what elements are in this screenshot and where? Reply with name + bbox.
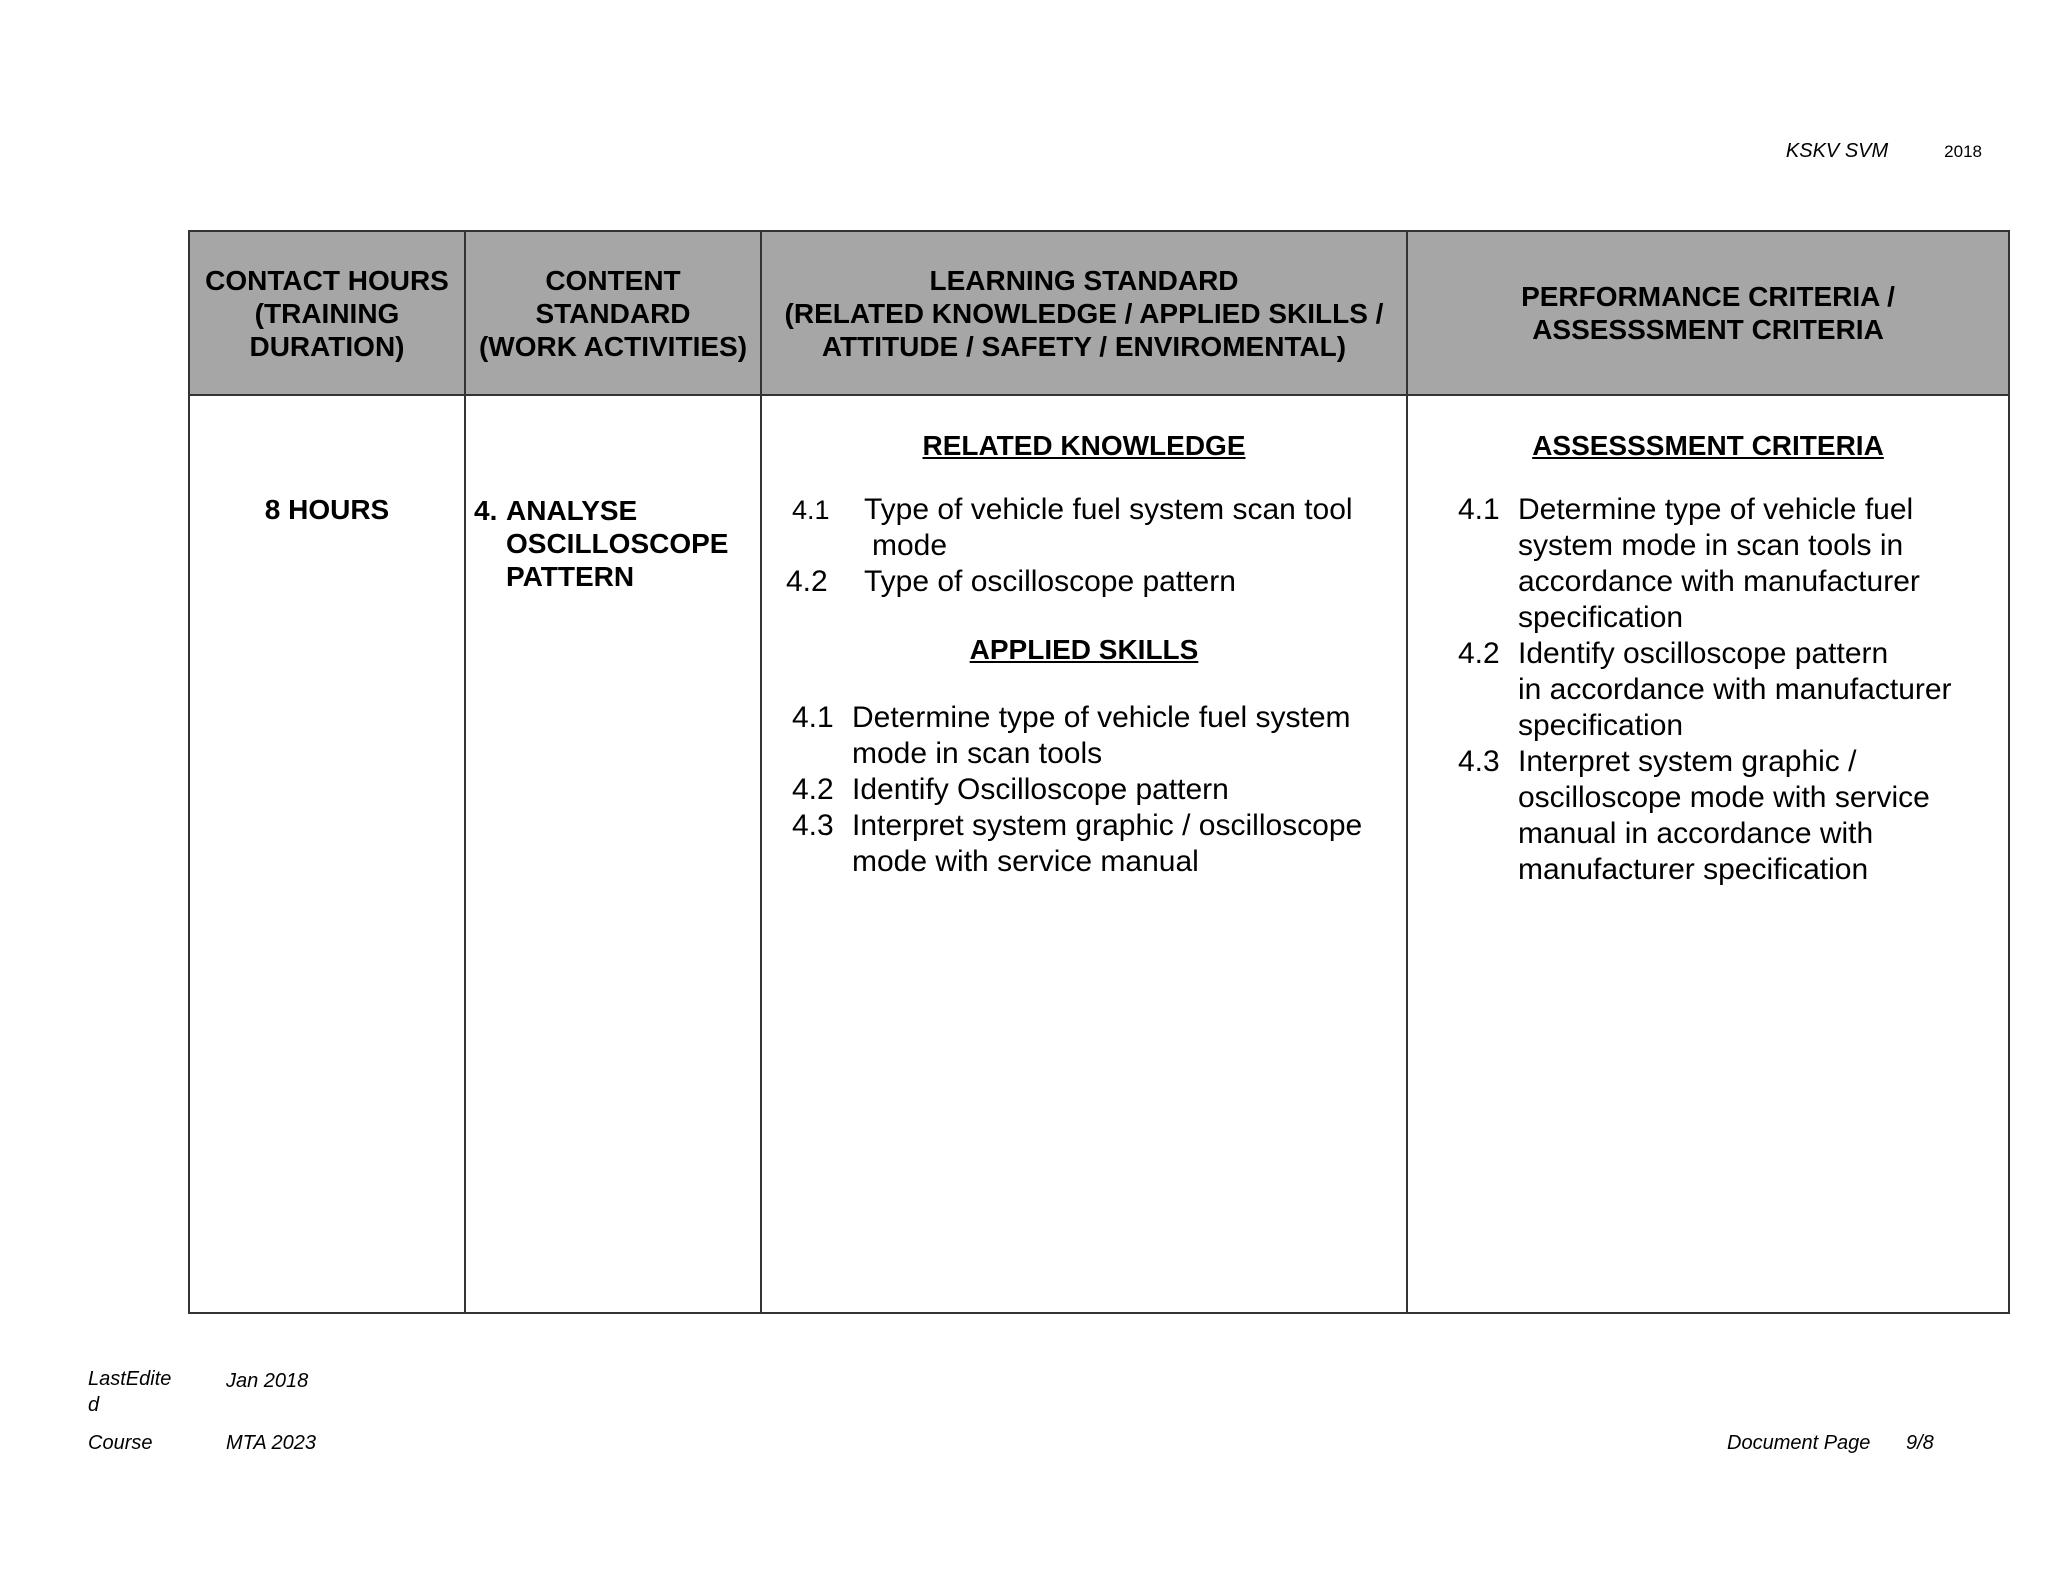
- applied-skills-title: APPLIED SKILLS: [969, 634, 1199, 665]
- learning-standard-table: [188, 230, 2010, 1314]
- page-label: Document Page: [1727, 1432, 1871, 1454]
- related-knowledge-title: RELATED KNOWLEDGE: [922, 430, 1246, 461]
- header-contact-hours: CONTACT HOURS (TRAINING DURATION): [189, 231, 465, 395]
- list-item: 4.3 Interpret system graphic / oscilloscope mode with service manual in accordance with manufacturer specification: [1458, 745, 1930, 886]
- doc-code: KSKV SVM: [1785, 140, 1889, 162]
- learning-standard-cell: [761, 395, 1407, 1313]
- list-item: 4.2 Identify oscilloscope pattern in accordance with manufacturer specification: [1458, 637, 1952, 742]
- page-number: 9/8: [1906, 1432, 1934, 1454]
- page-header: [1786, 140, 1982, 163]
- header-content-standard: CONTENT STANDARD (WORK ACTIVITIES): [465, 231, 761, 395]
- last-edited-value: Jan 2018: [226, 1370, 309, 1392]
- table-header-row: [189, 231, 2009, 395]
- list-item: 4.1 Determine type of vehicle fuel system mode in scan tools: [792, 701, 1351, 770]
- list-item: 4.2 Identify Oscilloscope pattern: [792, 773, 1229, 806]
- last-edited-label: LastEdite d: [88, 1368, 172, 1416]
- course-value: MTA 2023: [226, 1432, 317, 1454]
- list-item: 4.2 Type of oscilloscope pattern: [786, 565, 1236, 598]
- course-label: Course: [88, 1432, 153, 1454]
- assessment-criteria-cell: [1407, 395, 2009, 1313]
- contact-hours-cell: 8 HOURS: [189, 395, 465, 1313]
- header-learning-standard: LEARNING STANDARD (RELATED KNOWLEDGE / APPLIED SKILLS / ATTITUDE / SAFETY / ENVIROMENTAL): [761, 231, 1407, 395]
- list-item: 4.1 Determine type of vehicle fuel system mode in scan tools in accordance with manufacturer specification: [1458, 493, 1920, 634]
- list-item: 4.1 Type of vehicle fuel system scan tool mode: [792, 493, 1353, 562]
- list-item: 4.3 Interpret system graphic / oscilloscope mode with service manual: [792, 809, 1363, 878]
- content-standard-cell: 4. ANALYSE OSCILLOSCOPE PATTERN: [465, 395, 761, 1313]
- header-performance-criteria: PERFORMANCE CRITERIA / ASSESSSMENT CRITERIA: [1407, 231, 2009, 395]
- doc-year: 2018: [1944, 142, 1982, 161]
- table-row: [189, 395, 2009, 1313]
- assessment-criteria-title: ASSESSSMENT CRITERIA: [1532, 430, 1884, 461]
